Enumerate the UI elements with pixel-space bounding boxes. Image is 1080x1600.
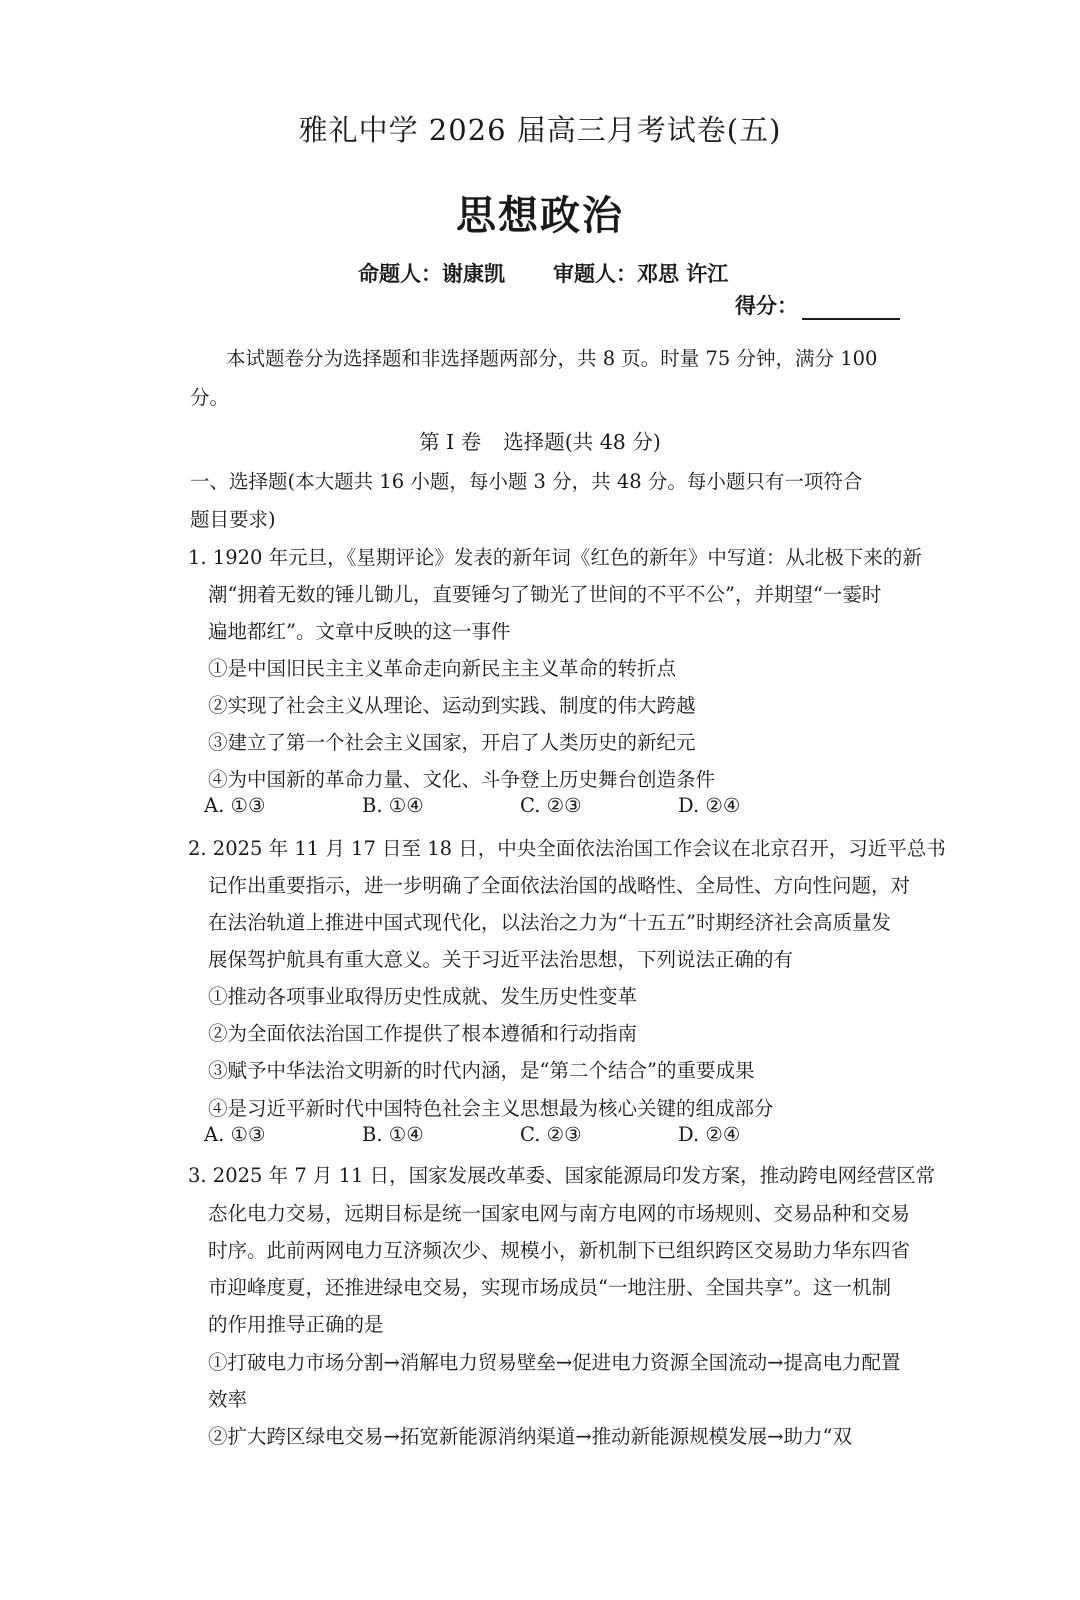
question-item: ①推动各项事业取得历史性成就、发生历史性变革 — [208, 985, 638, 1008]
intro-text-cont: 分。 — [190, 386, 230, 409]
intro-text: 本试题卷分为选择题和非选择题两部分，共 8 页。时量 75 分钟，满分 100 — [226, 347, 878, 370]
question-item: ③赋予中华法治文明新的时代内涵，是“第二个结合”的重要成果 — [208, 1059, 755, 1082]
question-stem-line: 潮“拥着无数的锤儿锄儿，直要锤匀了锄光了世间的不平不公”，并期望“一霎时 — [208, 583, 882, 606]
answer-options — [204, 1123, 836, 1146]
question-stem-line: 1. 1920 年元旦，《星期评论》发表的新年词《红色的新年》中写道：从北极下来的新 — [188, 546, 922, 569]
score-blank[interactable] — [802, 298, 900, 320]
question-stem-line: 时序。此前两网电力互济频次少、规模小，新机制下已组织跨区交易助力华东四省 — [208, 1239, 911, 1262]
question-stem-line: 市迎峰度夏，还推进绿电交易，实现市场成员“一地注册、全国共享”。这一机制 — [208, 1276, 891, 1299]
question-item: ②实现了社会主义从理论、运动到实践、制度的伟大跨越 — [208, 694, 696, 717]
option-c[interactable]: C. ②③ — [520, 1123, 582, 1146]
subject-title: 思想政治 — [456, 193, 624, 239]
score-line — [735, 290, 900, 320]
option-d[interactable]: D. ②④ — [678, 794, 741, 817]
question-setter: 命题人：谢康凯 — [358, 262, 505, 286]
question-stem-line: 的作用推导正确的是 — [208, 1313, 384, 1336]
question-item: ①是中国旧民主主义革命走向新民主主义革命的转折点 — [208, 657, 677, 680]
question-stem-line: 遍地都红”。文章中反映的这一事件 — [208, 620, 511, 643]
option-a[interactable]: A. ①③ — [204, 1123, 266, 1146]
section-name: 选择题(共 48 分) — [503, 430, 661, 454]
question-item: ③建立了第一个社会主义国家，开启了人类历史的新纪元 — [208, 731, 696, 754]
option-d[interactable]: D. ②④ — [678, 1123, 741, 1146]
question-item: ②为全面依法治国工作提供了根本遵循和行动指南 — [208, 1022, 638, 1045]
question-stem-line: 3. 2025 年 7 月 11 日，国家发展改革委、国家能源局印发方案，推动跨电网经营区常 — [188, 1164, 936, 1187]
section-part: 第 Ⅰ 卷 — [419, 430, 482, 454]
option-a[interactable]: A. ①③ — [204, 794, 266, 817]
answer-options — [204, 794, 836, 817]
question-item: ④是习近平新时代中国特色社会主义思想最为核心关键的组成部分 — [208, 1097, 774, 1120]
option-c[interactable]: C. ②③ — [520, 794, 582, 817]
question-item: ②扩大跨区绿电交易→拓宽新能源消纳渠道→推动新能源规模发展→助力“双 — [208, 1425, 852, 1448]
section-title — [0, 425, 1080, 455]
question-item-cont: 效率 — [208, 1388, 248, 1411]
section-instruction: 一、选择题(本大题共 16 小题，每小题 3 分，共 48 分。每小题只有一项符合 — [190, 470, 863, 493]
authors-line — [358, 258, 728, 288]
score-label: 得分： — [735, 294, 798, 318]
question-stem-line: 记作出重要指示，进一步明确了全面依法治国的战略性、全局性、方向性问题，对 — [208, 874, 911, 897]
option-b[interactable]: B. ①④ — [362, 1123, 424, 1146]
question-stem-line: 态化电力交易，远期目标是统一国家电网与南方电网的市场规则、交易品种和交易 — [208, 1202, 911, 1225]
question-item: ①打破电力市场分割→消解电力贸易壁垒→促进电力资源全国流动→提高电力配置 — [208, 1351, 901, 1374]
option-b[interactable]: B. ①④ — [362, 794, 424, 817]
exam-title: 雅礼中学 2026 届高三月考试卷(五) — [298, 113, 782, 147]
section-instruction-cont: 题目要求) — [190, 508, 276, 531]
question-reviewer: 审题人：邓思 许江 — [553, 262, 729, 286]
question-item: ④为中国新的革命力量、文化、斗争登上历史舞台创造条件 — [208, 768, 716, 791]
question-stem-line: 2. 2025 年 11 月 17 日至 18 日，中央全面依法治国工作会议在北京召开，习近平总书 — [188, 837, 946, 860]
question-stem-line: 在法治轨道上推进中国式现代化，以法治之力为“十五五”时期经济社会高质量发 — [208, 911, 891, 934]
question-stem-line: 展保驾护航具有重大意义。关于习近平法治思想，下列说法正确的有 — [208, 948, 794, 971]
